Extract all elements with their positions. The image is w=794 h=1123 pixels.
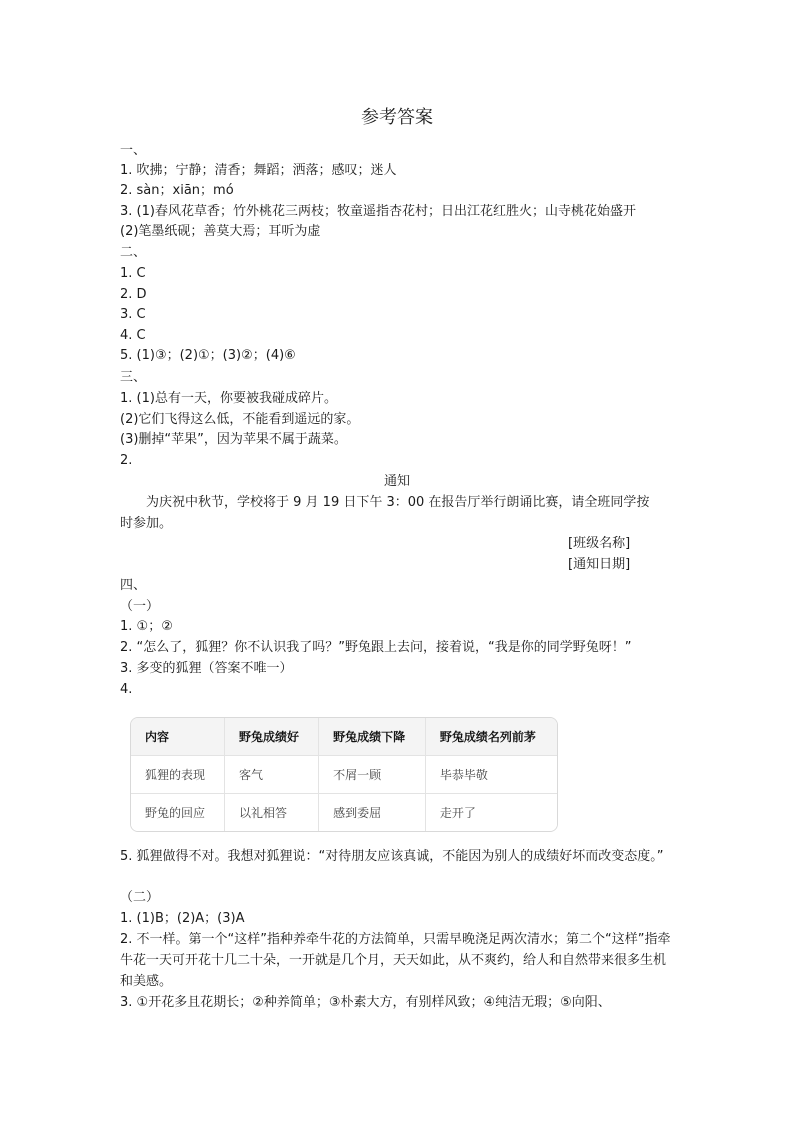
answer-2-2: 2. D: [120, 287, 147, 302]
answer-2-1: 1. C: [120, 266, 146, 281]
table-cell: 不屑一顾: [319, 756, 426, 794]
table-header: 野兔成绩好: [225, 718, 319, 756]
answer-1-3a: 3. (1)春风花草香；竹外桃花三两枝；牧童遥指杏花村；日出江花红胜火；山寺桃花始盛开: [120, 204, 636, 219]
table-row: [131, 756, 557, 794]
answer-4-4: 4.: [120, 682, 133, 697]
answer-4-2: 2. “怎么了，狐狸？你不认识我了吗？”野兔跟上去问，接着说，“我是你的同学野兔呀！”: [120, 640, 632, 655]
table-row: [131, 794, 557, 832]
table-cell: 客气: [225, 756, 319, 794]
section-1-heading: 一、: [120, 143, 147, 158]
table-header: 野兔成绩名列前茅: [425, 718, 557, 756]
notice-signature-date: [通知日期]: [568, 557, 631, 572]
table-header: 内容: [131, 718, 225, 756]
table-cell: 野兔的回应: [131, 794, 225, 832]
table-cell: 感到委屈: [319, 794, 426, 832]
section-4-heading: 四、: [120, 578, 147, 593]
answer-3-1a: 1. (1)总有一天，你要被我碰成碎片。: [120, 391, 337, 406]
answer-1-1: 1. 吹拂；宁静；清香；舞蹈；洒落；感叹；迷人: [120, 163, 397, 178]
answer-2-3: 3. C: [120, 307, 146, 322]
notice-body: 为庆祝中秋节，学校将于 9 月 19 日下午 3：00 在报告厅举行朗诵比赛，请全班同学按: [146, 495, 650, 510]
answer-5-3: 3. ①开花多且花期长；②种养简单；③朴素大方，有别样风致；④纯洁无瑕；⑤向阳、: [120, 995, 611, 1010]
answer-5-2: 2. 不一样。第一个“这样”指种养牵牛花的方法简单，只需早晚浇足两次清水；第二个“这样”指牵牛花一天可开花十几二十朵，一开就是几个月，天天如此，从不爽约，给人和自然带来很多生机和美感。: [120, 932, 671, 989]
answer-4-3: 3. 多变的狐狸（答案不唯一）: [120, 661, 293, 676]
answer-2-5: 5. (1)③；(2)①；(3)②；(4)⑥: [120, 348, 296, 363]
answer-4-5: 5. 狐狸做得不对。我想对狐狸说：“对待朋友应该真诚，不能因为别人的成绩好坏而改变态度。”: [120, 849, 664, 864]
notice-signature-class: [班级名称]: [568, 536, 631, 551]
answer-3-1c: (3)删掉“苹果”，因为苹果不属于蔬菜。: [120, 432, 347, 447]
section-2-heading: 二、: [120, 245, 147, 260]
table-cell: 狐狸的表现: [131, 756, 225, 794]
table-cell: 毕恭毕敬: [425, 756, 557, 794]
table-cell: 以礼相答: [225, 794, 319, 832]
answer-2-4: 4. C: [120, 328, 146, 343]
answer-1-2: 2. sàn；xiān；mó: [120, 183, 234, 198]
answer-1-3b: (2)笔墨纸砚；善莫大焉；耳听为虚: [120, 224, 321, 239]
answer-3-2: 2.: [120, 453, 133, 468]
notice-title: 通知: [383, 474, 410, 489]
part-2-heading: （二）: [120, 890, 160, 905]
notice-body-cont: 时参加。: [120, 516, 173, 531]
answer-3-1b: (2)它们飞得这么低，不能看到遥远的家。: [120, 412, 360, 427]
section-3-heading: 三、: [120, 370, 147, 385]
answer-5-1: 1. (1)B；(2)A；(3)A: [120, 911, 245, 926]
table-cell: 走开了: [425, 794, 557, 832]
answer-table: [130, 717, 558, 832]
answer-4-1: 1. ①；②: [120, 619, 173, 634]
page-title: 参考答案: [361, 107, 433, 128]
part-1-heading: （一）: [120, 599, 160, 614]
table-header-row: [131, 718, 557, 756]
table-header: 野兔成绩下降: [319, 718, 426, 756]
